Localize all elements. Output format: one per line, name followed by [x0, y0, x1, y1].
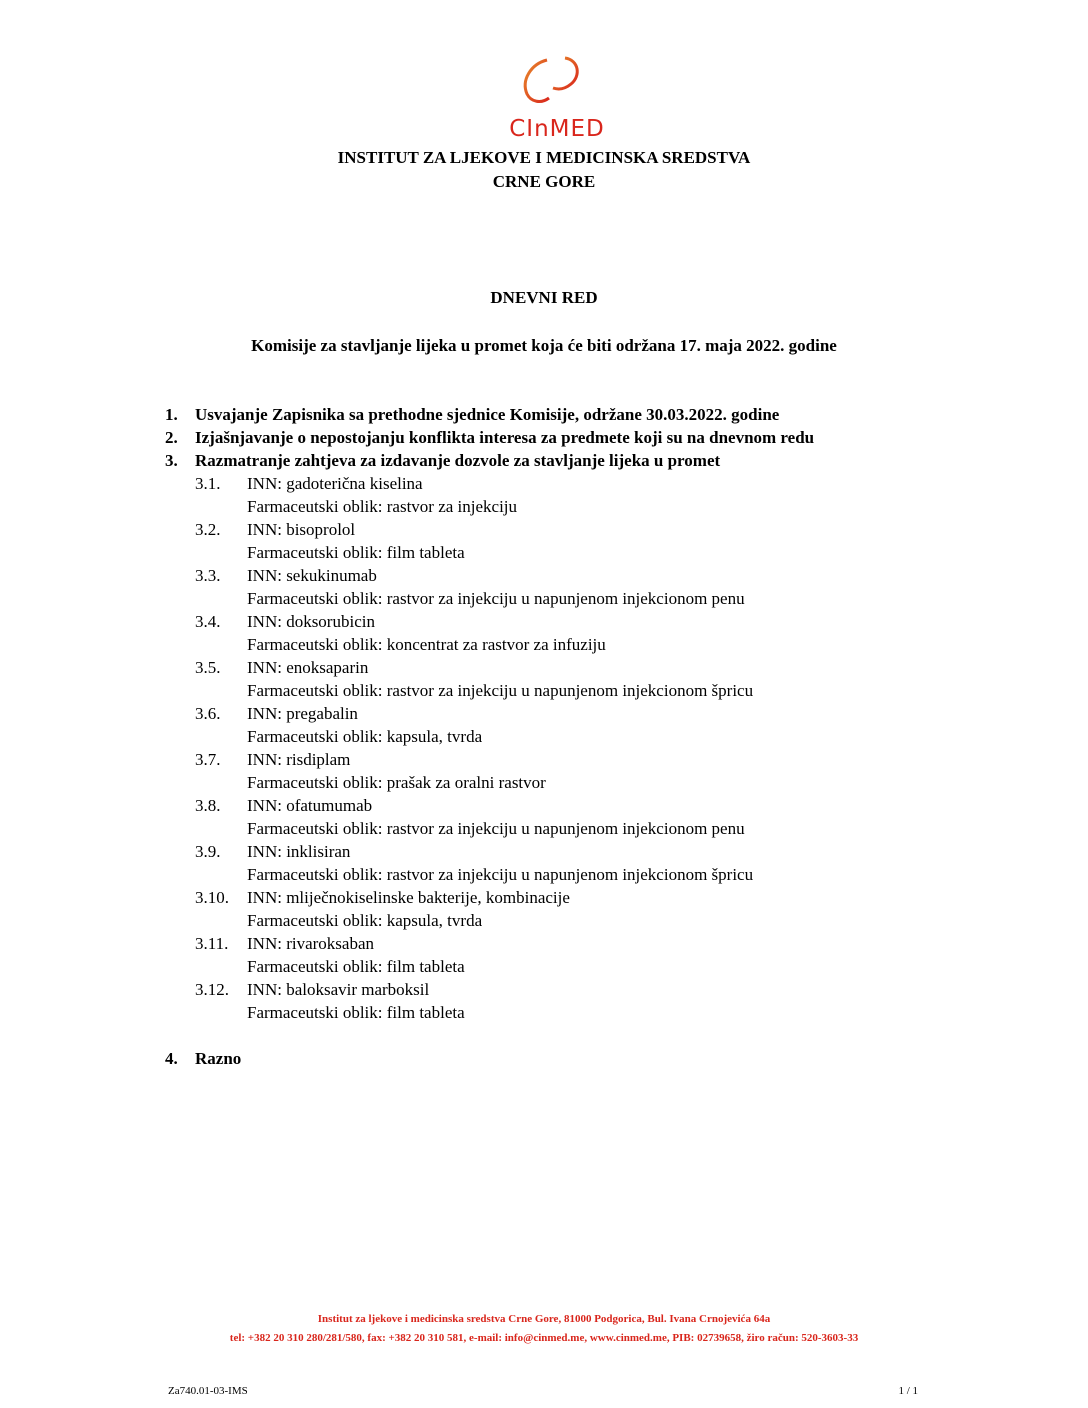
- subitem-form-row: [165, 817, 905, 840]
- subitem-inn: INN: mliječnokiselinske bakterije, kombinacije: [247, 888, 570, 907]
- subitem-inn: INN: gadoterična kiselina: [247, 474, 423, 493]
- subitem-number: 3.1.: [195, 474, 221, 493]
- agenda-item-text: Izjašnjavanje o nepostojanju konflikta interesa za predmete koji su na dnevnom redu: [195, 428, 815, 447]
- subitem-form: Farmaceutski oblik: kapsula, tvrda: [247, 911, 483, 930]
- subitem-number: 3.5.: [195, 658, 221, 677]
- agenda-item-3: [165, 449, 905, 472]
- agenda-item-text: Razmatranje zahtjeva za izdavanje dozvole za stavljanje lijeka u promet: [195, 451, 721, 470]
- subitem-indent: [195, 863, 247, 886]
- subitem-inn: INN: enoksaparin: [247, 658, 369, 677]
- subitem-indent: [195, 633, 247, 656]
- subitem-inn: INN: sekukinumab: [247, 566, 377, 585]
- logo-text: CInMED: [509, 116, 605, 142]
- subitem-form-row: [165, 541, 905, 564]
- document-title: DNEVNI RED: [490, 288, 598, 307]
- subitem-inn-row: [165, 472, 905, 495]
- agenda-item-number: 2.: [165, 428, 178, 447]
- subitem-form: Farmaceutski oblik: prašak za oralni rastvor: [247, 773, 546, 792]
- agenda-item-2: [165, 426, 905, 449]
- subitem-form-row: [165, 633, 905, 656]
- subitem-inn-row: [165, 886, 905, 909]
- institute-name-line1: INSTITUT ZA LJEKOVE I MEDICINSKA SREDSTVA: [337, 148, 751, 167]
- agenda-item-number: 1.: [165, 405, 178, 424]
- logo-emblem-icon: [513, 54, 603, 116]
- subitem-inn-row: [165, 748, 905, 771]
- document-code: Za740.01-03-IMS: [168, 1385, 248, 1397]
- subitem-form-row: [165, 725, 905, 748]
- subitem-inn-row: [165, 840, 905, 863]
- subitem-form-row: [165, 909, 905, 932]
- subitem-form: Farmaceutski oblik: rastvor za injekciju u napunjenom injekcionom špricu: [247, 681, 754, 700]
- subitem-inn: INN: doksorubicin: [247, 612, 375, 631]
- subitem-form: Farmaceutski oblik: kapsula, tvrda: [247, 727, 483, 746]
- subitem-form: Farmaceutski oblik: rastvor za injekciju u napunjenom injekcionom penu: [247, 589, 745, 608]
- subitem-form: Farmaceutski oblik: film tableta: [247, 543, 465, 562]
- subitem-inn-row: [165, 610, 905, 633]
- subitem-indent: [195, 1001, 247, 1024]
- subitem-inn-row: [165, 656, 905, 679]
- subitem-inn: INN: pregabalin: [247, 704, 358, 723]
- subitem-indent: [195, 955, 247, 978]
- subitem-indent: [195, 495, 247, 518]
- subitem-number: 3.8.: [195, 796, 221, 815]
- subitem-indent: [195, 909, 247, 932]
- page-number: 1 / 1: [898, 1385, 918, 1397]
- subitem-inn: INN: bisoprolol: [247, 520, 356, 539]
- subitem-form-row: [165, 495, 905, 518]
- subitem-inn-row: [165, 932, 905, 955]
- subitem-inn: INN: ofatumumab: [247, 796, 373, 815]
- subitem-form: Farmaceutski oblik: rastvor za injekciju u napunjenom injekcionom špricu: [247, 865, 754, 884]
- agenda-list: [165, 403, 905, 1070]
- subitem-inn: INN: rivaroksaban: [247, 934, 374, 953]
- document-subtitle: Komisije za stavljanje lijeka u promet koja će biti održana 17. maja 2022. godine: [251, 336, 837, 355]
- subitem-inn-row: [165, 564, 905, 587]
- institute-name-line2: CRNE GORE: [492, 172, 596, 191]
- agenda-subitems: [165, 472, 905, 1024]
- subitem-inn-row: [165, 702, 905, 725]
- subitem-indent: [195, 587, 247, 610]
- subitem-inn-row: [165, 794, 905, 817]
- subitem-number: 3.3.: [195, 566, 221, 585]
- subitem-form-row: [165, 771, 905, 794]
- subitem-number: 3.2.: [195, 520, 221, 539]
- subitem-form-row: [165, 863, 905, 886]
- agenda-item-4: [165, 1047, 905, 1070]
- subitem-indent: [195, 679, 247, 702]
- footer-contact: tel: +382 20 310 280/281/580, fax: +382 20 310 581, e-mail: info@cinmed.me, www.cinmed.me, PIB: 02739658, žiro račun: 520-3603-33: [229, 1332, 859, 1344]
- subitem-number: 3.7.: [195, 750, 221, 769]
- subitem-form-row: [165, 955, 905, 978]
- subitem-form-row: [165, 587, 905, 610]
- cinmed-logo: [509, 54, 605, 146]
- subitem-form-row: [165, 1001, 905, 1024]
- subitem-number: 3.10.: [195, 888, 229, 907]
- footer-address: Institut za ljekove i medicinska sredstva Crne Gore, 81000 Podgorica, Bul. Ivana Crnojevića 64a: [317, 1313, 771, 1325]
- subitem-inn-row: [165, 978, 905, 1001]
- subitem-number: 3.6.: [195, 704, 221, 723]
- subitem-inn: INN: inklisiran: [247, 842, 351, 861]
- agenda-item-1: [165, 403, 905, 426]
- subitem-form: Farmaceutski oblik: film tableta: [247, 1003, 465, 1022]
- agenda-item-text: Razno: [195, 1049, 242, 1068]
- subitem-number: 3.11.: [195, 934, 229, 953]
- agenda-item-number: 4.: [165, 1049, 178, 1068]
- subitem-indent: [195, 725, 247, 748]
- subitem-number: 3.9.: [195, 842, 221, 861]
- agenda-item-number: 3.: [165, 451, 178, 470]
- subitem-form: Farmaceutski oblik: rastvor za injekciju u napunjenom injekcionom penu: [247, 819, 745, 838]
- subitem-indent: [195, 771, 247, 794]
- subitem-form: Farmaceutski oblik: koncentrat za rastvor za infuziju: [247, 635, 606, 654]
- subitem-inn-row: [165, 518, 905, 541]
- subitem-form-row: [165, 679, 905, 702]
- subitem-indent: [195, 541, 247, 564]
- subitem-number: 3.4.: [195, 612, 221, 631]
- subitem-form: Farmaceutski oblik: film tableta: [247, 957, 465, 976]
- subitem-inn: INN: baloksavir marboksil: [247, 980, 430, 999]
- subitem-indent: [195, 817, 247, 840]
- subitem-inn: INN: risdiplam: [247, 750, 351, 769]
- subitem-form: Farmaceutski oblik: rastvor za injekciju: [247, 497, 518, 516]
- subitem-number: 3.12.: [195, 980, 229, 999]
- agenda-item-text: Usvajanje Zapisnika sa prethodne sjednice Komisije, održane 30.03.2022. godine: [195, 405, 780, 424]
